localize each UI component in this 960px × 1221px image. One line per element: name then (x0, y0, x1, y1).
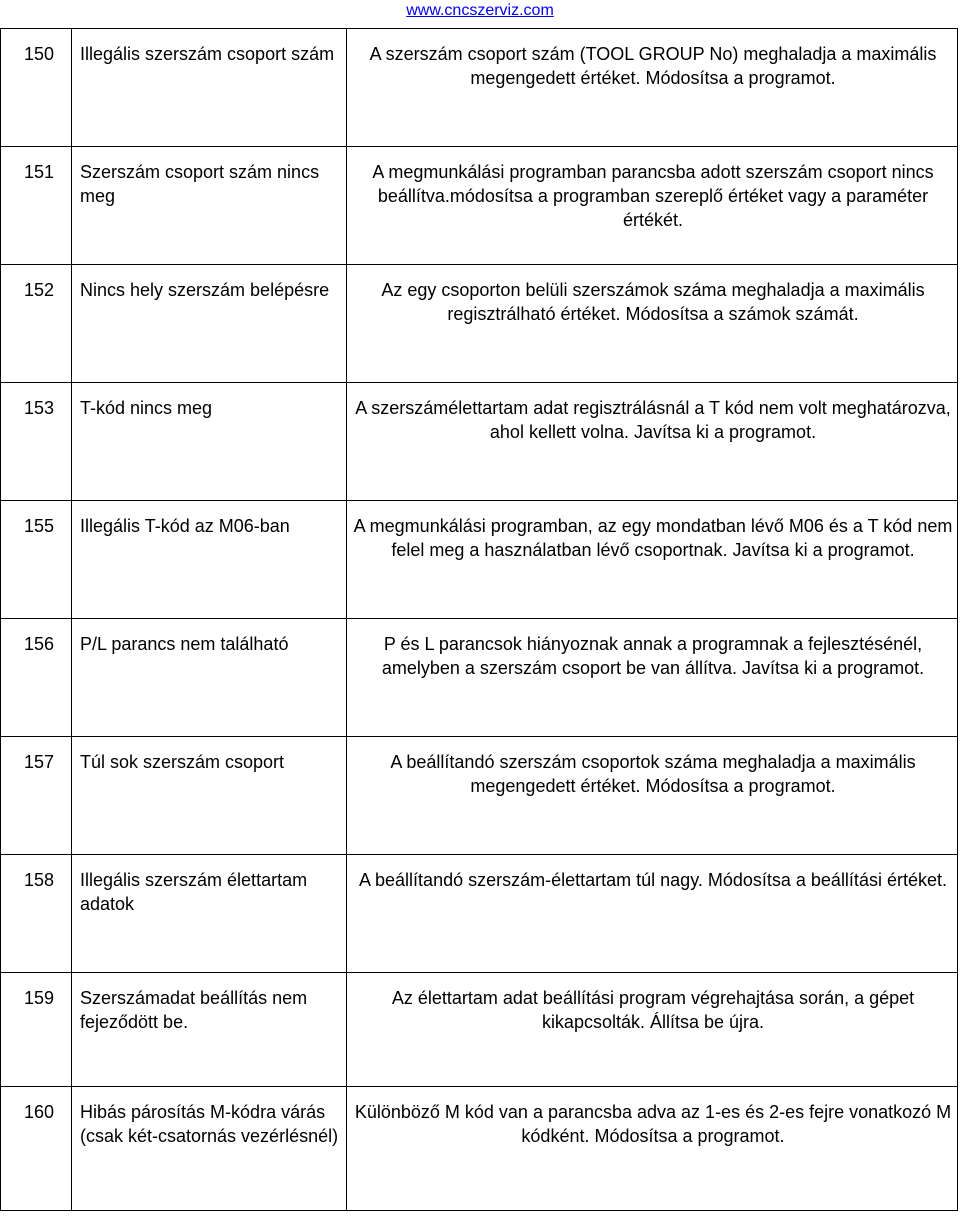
alarm-description: A beállítandó szerszám csoportok száma meghaladja a maximális megengedett értéket. Módosítsa a programot. (347, 737, 958, 855)
alarm-description: A szerszámélettartam adat regisztrálásnál a T kód nem volt meghatározva, ahol kellett volna. Javítsa ki a programot. (347, 383, 958, 501)
alarm-name: T-kód nincs meg (72, 383, 347, 501)
alarm-code: 153 (1, 383, 72, 501)
alarm-description: Különböző M kód van a parancsba adva az 1-es és 2-es fejre vonatkozó M kódként. Módosítsa a programot. (347, 1087, 958, 1211)
alarm-name: Illegális szerszám csoport szám (72, 29, 347, 147)
alarm-code: 156 (1, 619, 72, 737)
alarm-name: Túl sok szerszám csoport (72, 737, 347, 855)
alarm-description: Az élettartam adat beállítási program végrehajtása során, a gépet kikapcsolták. Állítsa be újra. (347, 973, 958, 1087)
alarm-description: P és L parancsok hiányoznak annak a programnak a fejlesztésénél, amelyben a szerszám csoport be van állítva. Javítsa ki a programot. (347, 619, 958, 737)
table-row (1, 265, 958, 383)
table-row (1, 147, 958, 265)
alarm-name: Illegális T-kód az M06-ban (72, 501, 347, 619)
table-row (1, 501, 958, 619)
alarm-code: 150 (1, 29, 72, 147)
alarm-code: 160 (1, 1087, 72, 1211)
alarm-name: Szerszámadat beállítás nem fejeződött be. (72, 973, 347, 1087)
alarm-code: 157 (1, 737, 72, 855)
table-row (1, 855, 958, 973)
alarm-code: 158 (1, 855, 72, 973)
alarm-description: A megmunkálási programban parancsba adott szerszám csoport nincs beállítva.módosítsa a programban szereplő értéket vagy a paraméter értékét. (347, 147, 958, 265)
alarm-code: 151 (1, 147, 72, 265)
alarm-code: 159 (1, 973, 72, 1087)
alarm-name: Hibás párosítás M-kódra várás (csak két-csatornás vezérlésnél) (72, 1087, 347, 1211)
table-row (1, 1087, 958, 1211)
alarm-code: 155 (1, 501, 72, 619)
site-link[interactable]: www.cncszerviz.com (406, 2, 554, 19)
alarm-name: Szerszám csoport szám nincs meg (72, 147, 347, 265)
alarm-name: P/L parancs nem található (72, 619, 347, 737)
alarm-name: Nincs hely szerszám belépésre (72, 265, 347, 383)
alarm-description: Az egy csoporton belüli szerszámok száma meghaladja a maximális regisztrálható értéket. Módosítsa a számok számát. (347, 265, 958, 383)
table-row (1, 973, 958, 1087)
alarm-description: A szerszám csoport szám (TOOL GROUP No) meghaladja a maximális megengedett értéket. Módosítsa a programot. (347, 29, 958, 147)
alarm-name: Illegális szerszám élettartam adatok (72, 855, 347, 973)
alarm-description: A beállítandó szerszám-élettartam túl nagy. Módosítsa a beállítási értéket. (347, 855, 958, 973)
alarm-description: A megmunkálási programban, az egy mondatban lévő M06 és a T kód nem felel meg a használatban lévő csoportnak. Javítsa ki a programot. (347, 501, 958, 619)
table-row (1, 383, 958, 501)
table-row (1, 29, 958, 147)
alarm-code: 152 (1, 265, 72, 383)
alarm-code-table (0, 28, 958, 1211)
table-row (1, 619, 958, 737)
table-row (1, 737, 958, 855)
